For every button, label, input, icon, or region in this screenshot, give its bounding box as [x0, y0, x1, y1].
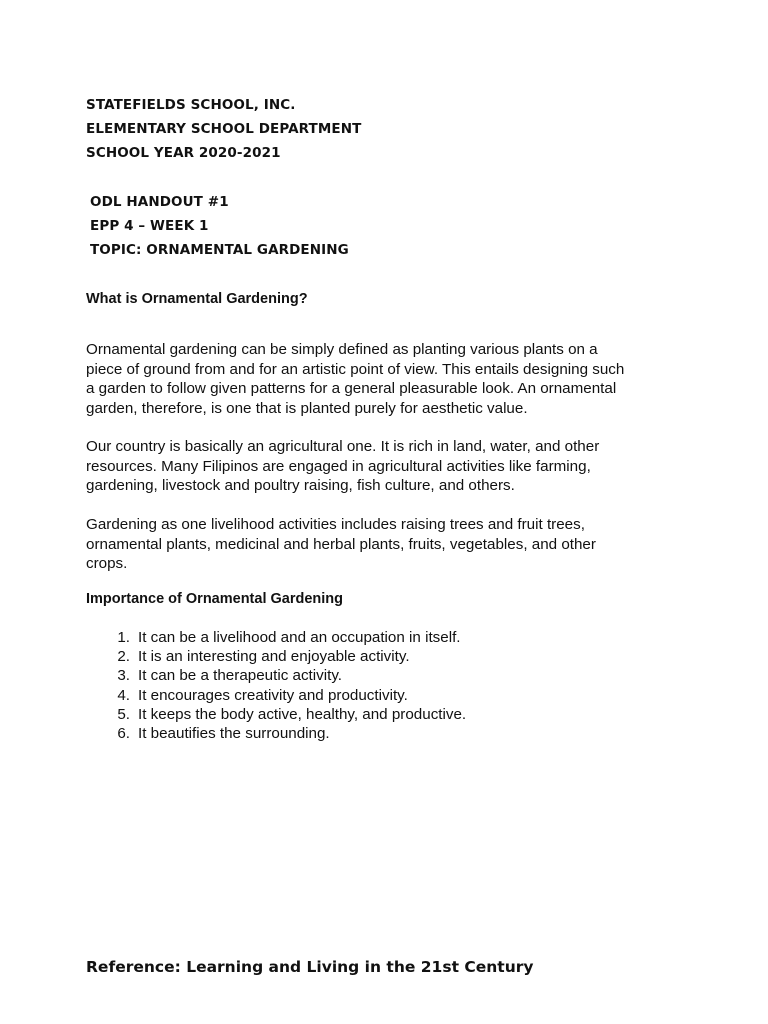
handout-number: ODL HANDOUT #1: [90, 194, 229, 210]
list-item: [86, 686, 466, 705]
list-item-text: It beautifies the surrounding.: [138, 725, 330, 743]
list-item-number: 3.: [117, 667, 130, 685]
list-item-text: It keeps the body active, healthy, and productive.: [138, 705, 467, 723]
paragraph-line: gardening, livestock and poultry raising, fish culture, and others.: [86, 477, 515, 494]
topic-title: TOPIC: ORNAMENTAL GARDENING: [90, 242, 349, 258]
list-item-text: It can be a livelihood and an occupation in itself.: [138, 629, 461, 646]
school-year: SCHOOL YEAR 2020-2021: [86, 145, 281, 161]
paragraph-line: Our country is basically an agricultural one. It is rich in land, water, and other: [86, 438, 600, 455]
paragraph-line: garden, therefore, is one that is planted purely for aesthetic value.: [86, 399, 528, 417]
reference-footer: Reference: Learning and Living in the 21st Century: [86, 958, 534, 976]
paragraph-line: piece of ground from and for an artistic point of view. This entails designing such: [86, 360, 625, 378]
department-name: ELEMENTARY SCHOOL DEPARTMENT: [86, 121, 362, 137]
paragraph-line: resources. Many Filipinos are engaged in agricultural activities like farming,: [86, 457, 591, 475]
paragraph-line: Gardening as one livelihood activities includes raising trees and fruit trees,: [86, 516, 585, 533]
section-heading-what-is: What is Ornamental Gardening?: [86, 291, 308, 307]
list-item: [86, 647, 466, 666]
list-item-number: 1.: [117, 629, 130, 646]
list-item-number: 5.: [117, 705, 130, 723]
list-item: [86, 705, 466, 724]
paragraph-livelihood: [86, 515, 686, 574]
importance-list: [86, 628, 466, 743]
paragraph-definition: [86, 340, 686, 418]
paragraph-line: crops.: [86, 555, 128, 572]
paragraph-line: ornamental plants, medicinal and herbal plants, fruits, vegetables, and other: [86, 535, 596, 553]
list-item-text: It can be a therapeutic activity.: [138, 667, 343, 685]
list-item-number: 2.: [117, 648, 130, 666]
paragraph-agriculture: [86, 437, 686, 496]
section-heading-importance: Importance of Ornamental Gardening: [86, 591, 344, 607]
subject-week: EPP 4 – WEEK 1: [90, 218, 209, 234]
paragraph-line: a garden to follow given patterns for a general pleasurable look. An ornamental: [86, 380, 617, 397]
list-item-text: It encourages creativity and productivity.: [138, 686, 408, 704]
list-item: [86, 724, 466, 743]
list-item-number: 4.: [117, 686, 130, 704]
paragraph-line: Ornamental gardening can be simply defined as planting various plants on a: [86, 341, 598, 358]
list-item: [86, 628, 466, 647]
school-name: STATEFIELDS SCHOOL, INC.: [86, 97, 296, 113]
list-item: [86, 666, 466, 685]
list-item-number: 6.: [117, 725, 130, 743]
list-item-text: It is an interesting and enjoyable activity.: [138, 648, 410, 666]
